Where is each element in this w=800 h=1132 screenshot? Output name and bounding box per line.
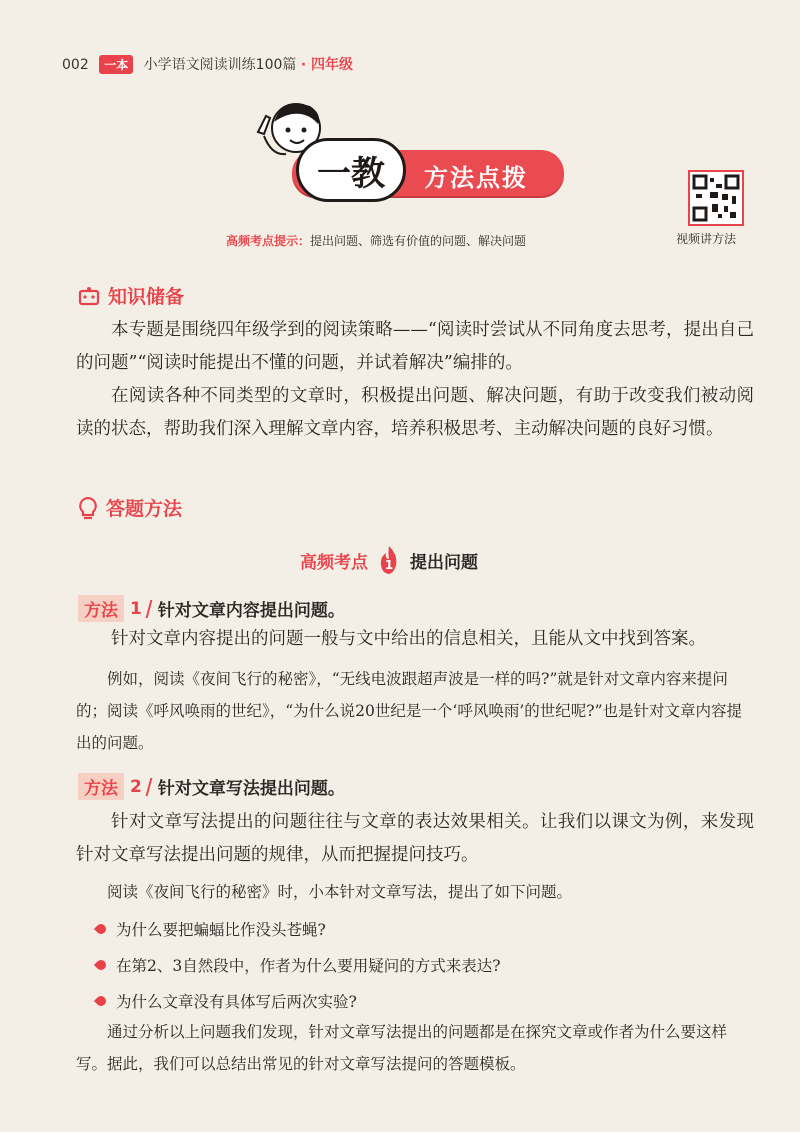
book-icon bbox=[78, 285, 100, 307]
answer-method-heading bbox=[78, 494, 182, 521]
bullet-text: 在第2、3自然段中，作者为什么要用疑问的方式来表达? bbox=[116, 957, 501, 975]
book-title: 小学语文阅读训练100篇 bbox=[143, 57, 297, 73]
method-1-title: 针对文章内容提出问题。 bbox=[157, 601, 345, 621]
knowledge-title: 知识储备 bbox=[108, 286, 185, 308]
bullet-icon bbox=[94, 922, 108, 936]
method-2-paragraph-2: 阅读《夜间飞行的秘密》时，小本针对文章写法，提出了如下问题。 bbox=[107, 883, 573, 901]
list-item bbox=[96, 918, 326, 940]
list-item bbox=[96, 954, 501, 976]
method-1-paragraph-1: 针对文章内容提出的问题一般与文中给出的信息相关，且能从文中找到答案。 bbox=[111, 629, 706, 649]
bullet-text: 为什么文章没有具体写后两次实验? bbox=[116, 993, 357, 1011]
method-1-heading bbox=[78, 595, 345, 622]
method-1-paragraph-2: 例如，阅读《夜间飞行的秘密》，“无线电波跟超声波是一样的吗?”就是针对文章内容来提问的；阅读《呼风唤雨的世纪》，“为什么说20世纪是一个‘呼风唤雨’的世纪呢?”也是针对文章内容提出的问题。 bbox=[76, 670, 742, 752]
page-number: 002 bbox=[62, 57, 89, 73]
page-header bbox=[62, 54, 353, 74]
knowledge-paragraph-1: 本专题是围绕四年级学到的阅读策略——“阅读时尝试从不同角度去思考，提出自己的问题”“阅读时能提出不懂的问题，并试着解决”编排的。 bbox=[76, 320, 754, 373]
tip-text: 提出问题、筛选有价值的问题、解决问题 bbox=[310, 234, 527, 248]
hot-point-number: 1 bbox=[384, 558, 394, 572]
method-1-tag: 方法 bbox=[78, 595, 124, 622]
bullet-icon bbox=[94, 958, 108, 972]
tip-label: 高频考点提示： bbox=[226, 234, 311, 248]
list-item bbox=[96, 990, 357, 1012]
bullet-icon bbox=[94, 994, 108, 1008]
qr-code[interactable] bbox=[688, 170, 744, 226]
hot-point-topic: 提出问题 bbox=[410, 552, 478, 573]
knowledge-paragraph-2: 在阅读各种不同类型的文章时，积极提出问题、解决问题，有助于改变我们被动阅读的状态，帮助我们深入理解文章内容，培养积极思考、主动解决问题的良好习惯。 bbox=[76, 386, 754, 439]
method-2-paragraph-3: 通过分析以上问题我们发现，针对文章写法提出的问题都是在探究文章或作者为什么要这样写。据此，我们可以总结出常见的针对文章写法提问的答题模板。 bbox=[76, 1023, 728, 1073]
qr-caption: 视频讲方法 bbox=[676, 232, 737, 246]
hot-point-label: 高频考点 bbox=[300, 552, 368, 573]
answer-method-title: 答题方法 bbox=[106, 498, 183, 520]
grade-label: · 四年级 bbox=[300, 57, 354, 73]
hot-point-tip bbox=[226, 232, 526, 249]
method-1-number: 1 bbox=[130, 598, 142, 619]
bullet-text: 为什么要把蝙蝠比作没头苍蝇? bbox=[116, 921, 326, 939]
hot-point-heading bbox=[300, 545, 478, 575]
method-2-paragraph-1: 针对文章写法提出的问题往往与文章的表达效果相关。让我们以课文为例，来发现针对文章写法提出问题的规律，从而把握提问技巧。 bbox=[76, 812, 754, 865]
lightbulb-icon bbox=[78, 496, 98, 520]
method-2-number: 2 bbox=[130, 776, 142, 797]
knowledge-heading bbox=[78, 282, 184, 309]
qr-pattern-icon bbox=[692, 174, 740, 222]
banner-title: 方法点拨 bbox=[424, 164, 528, 192]
flame-number-icon bbox=[376, 545, 402, 575]
brand-logo: 一本 bbox=[99, 55, 133, 74]
banner-left-label: 一教 bbox=[296, 138, 406, 202]
method-2-heading bbox=[78, 773, 345, 800]
method-2-tag: 方法 bbox=[78, 773, 124, 800]
method-2-title: 针对文章写法提出问题。 bbox=[157, 779, 345, 799]
